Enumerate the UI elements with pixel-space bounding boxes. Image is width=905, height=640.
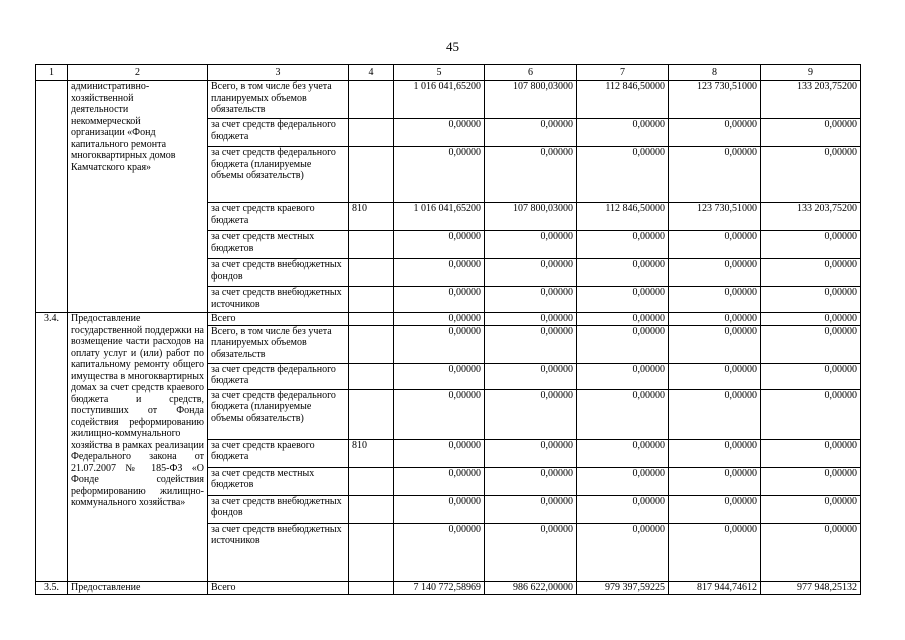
funding-source: Всего, в том числе без учета планируемых объемов обязательств bbox=[208, 81, 349, 119]
value-year: 0,00000 bbox=[485, 523, 577, 581]
column-header: 5 bbox=[394, 65, 485, 81]
funding-source: Всего, в том числе без учета планируемых объемов обязательств bbox=[208, 325, 349, 363]
value-year: 0,00000 bbox=[761, 259, 861, 287]
item-description bbox=[68, 81, 208, 313]
budget-code bbox=[349, 581, 394, 594]
value-year: 0,00000 bbox=[669, 467, 761, 495]
value-year: 0,00000 bbox=[761, 147, 861, 203]
budget-code bbox=[349, 147, 394, 203]
value-total: 1 016 041,65200 bbox=[394, 81, 485, 119]
funding-source: за счет средств краевого бюджета bbox=[208, 439, 349, 467]
value-total: 0,00000 bbox=[394, 363, 485, 389]
funding-source: за счет средств федерального бюджета (планируемые объемы обязательств) bbox=[208, 389, 349, 439]
funding-source: за счет средств федерального бюджета (планируемые объемы обязательств) bbox=[208, 147, 349, 203]
value-year: 0,00000 bbox=[485, 231, 577, 259]
value-year: 0,00000 bbox=[485, 147, 577, 203]
value-total: 0,00000 bbox=[394, 389, 485, 439]
value-total: 0,00000 bbox=[394, 231, 485, 259]
value-year: 0,00000 bbox=[577, 119, 669, 147]
budget-code: 810 bbox=[349, 439, 394, 467]
budget-code bbox=[349, 119, 394, 147]
value-year: 977 948,25132 bbox=[761, 581, 861, 594]
item-number: 3.5. bbox=[36, 581, 68, 594]
column-header: 7 bbox=[577, 65, 669, 81]
value-year: 0,00000 bbox=[577, 313, 669, 326]
budget-code bbox=[349, 325, 394, 363]
budget-code bbox=[349, 467, 394, 495]
column-header: 3 bbox=[208, 65, 349, 81]
value-year: 0,00000 bbox=[761, 325, 861, 363]
value-year: 0,00000 bbox=[485, 363, 577, 389]
value-year: 133 203,75200 bbox=[761, 81, 861, 119]
funding-source: Всего bbox=[208, 313, 349, 326]
budget-code bbox=[349, 313, 394, 326]
funding-source: за счет средств краевого бюджета bbox=[208, 203, 349, 231]
value-year: 112 846,50000 bbox=[577, 81, 669, 119]
budget-code bbox=[349, 231, 394, 259]
budget-table bbox=[35, 64, 861, 595]
value-year: 0,00000 bbox=[577, 439, 669, 467]
budget-code bbox=[349, 495, 394, 523]
value-year: 0,00000 bbox=[669, 439, 761, 467]
funding-source: за счет средств местных бюджетов bbox=[208, 231, 349, 259]
budget-code bbox=[349, 389, 394, 439]
value-year: 0,00000 bbox=[669, 147, 761, 203]
budget-code: 810 bbox=[349, 203, 394, 231]
value-year: 0,00000 bbox=[577, 467, 669, 495]
value-year: 0,00000 bbox=[761, 467, 861, 495]
funding-source: за счет средств внебюджетных фондов bbox=[208, 495, 349, 523]
value-year: 0,00000 bbox=[669, 231, 761, 259]
value-year: 986 622,00000 bbox=[485, 581, 577, 594]
funding-source: Всего bbox=[208, 581, 349, 594]
funding-source: за счет средств федерального бюджета bbox=[208, 363, 349, 389]
value-year: 123 730,51000 bbox=[669, 81, 761, 119]
header-row bbox=[36, 65, 861, 81]
value-year: 0,00000 bbox=[669, 389, 761, 439]
item-description bbox=[68, 313, 208, 582]
value-year: 0,00000 bbox=[761, 119, 861, 147]
value-year: 0,00000 bbox=[577, 147, 669, 203]
page-number: 45 bbox=[446, 39, 459, 54]
value-total: 0,00000 bbox=[394, 439, 485, 467]
value-year: 0,00000 bbox=[577, 287, 669, 313]
value-year: 0,00000 bbox=[485, 389, 577, 439]
value-total: 0,00000 bbox=[394, 147, 485, 203]
value-year: 123 730,51000 bbox=[669, 203, 761, 231]
funding-source: за счет средств внебюджетных фондов bbox=[208, 259, 349, 287]
value-year: 0,00000 bbox=[761, 523, 861, 581]
value-year: 107 800,03000 bbox=[485, 81, 577, 119]
value-year: 133 203,75200 bbox=[761, 203, 861, 231]
value-year: 0,00000 bbox=[577, 495, 669, 523]
value-year: 0,00000 bbox=[761, 363, 861, 389]
value-total: 0,00000 bbox=[394, 467, 485, 495]
value-year: 0,00000 bbox=[761, 495, 861, 523]
value-year: 0,00000 bbox=[761, 287, 861, 313]
value-year: 0,00000 bbox=[669, 325, 761, 363]
value-year: 0,00000 bbox=[485, 287, 577, 313]
value-year: 0,00000 bbox=[761, 439, 861, 467]
column-header: 1 bbox=[36, 65, 68, 81]
funding-source: за счет средств местных бюджетов bbox=[208, 467, 349, 495]
value-total: 0,00000 bbox=[394, 523, 485, 581]
value-year: 0,00000 bbox=[761, 231, 861, 259]
value-year: 0,00000 bbox=[669, 363, 761, 389]
value-year: 0,00000 bbox=[485, 495, 577, 523]
value-year: 0,00000 bbox=[669, 287, 761, 313]
item-number bbox=[36, 81, 68, 313]
value-year: 0,00000 bbox=[669, 495, 761, 523]
column-header: 4 bbox=[349, 65, 394, 81]
value-year: 0,00000 bbox=[485, 313, 577, 326]
value-year: 0,00000 bbox=[577, 231, 669, 259]
item-number: 3.4. bbox=[36, 313, 68, 582]
column-header: 8 bbox=[669, 65, 761, 81]
table-row bbox=[36, 81, 861, 119]
budget-code bbox=[349, 287, 394, 313]
budget-code bbox=[349, 259, 394, 287]
value-year: 979 397,59225 bbox=[577, 581, 669, 594]
funding-source: за счет средств внебюджетных источников bbox=[208, 287, 349, 313]
value-year: 107 800,03000 bbox=[485, 203, 577, 231]
item-description-text: Предоставление bbox=[71, 581, 141, 593]
value-year: 0,00000 bbox=[485, 325, 577, 363]
value-year: 0,00000 bbox=[485, 119, 577, 147]
value-year: 0,00000 bbox=[669, 523, 761, 581]
value-year: 0,00000 bbox=[669, 313, 761, 326]
value-total: 0,00000 bbox=[394, 119, 485, 147]
value-total: 0,00000 bbox=[394, 259, 485, 287]
value-year: 0,00000 bbox=[577, 389, 669, 439]
column-header: 6 bbox=[485, 65, 577, 81]
funding-source: за счет средств внебюджетных источников bbox=[208, 523, 349, 581]
item-description-text: Предоставление государственной поддержки на возмещение части расходов на оплату услуг и (или) работ по капитальному ремонту общего имущества в многоквартирных домах за счет средств краевого бюджета и средств, поступивших от Фонда содействия реформированию жилищно-коммунального хозяйства в рамках реализации Федерального закона от 21.07.2007 № 185-ФЗ «О Фонде содействия реформированию жилищно-коммунального хозяйства» bbox=[71, 313, 204, 508]
value-total: 0,00000 bbox=[394, 287, 485, 313]
budget-code bbox=[349, 363, 394, 389]
value-year: 0,00000 bbox=[577, 523, 669, 581]
value-year: 0,00000 bbox=[669, 119, 761, 147]
budget-code bbox=[349, 523, 394, 581]
value-year: 0,00000 bbox=[761, 389, 861, 439]
budget-code bbox=[349, 81, 394, 119]
value-year: 0,00000 bbox=[577, 325, 669, 363]
value-total: 1 016 041,65200 bbox=[394, 203, 485, 231]
value-year: 112 846,50000 bbox=[577, 203, 669, 231]
value-year: 0,00000 bbox=[485, 467, 577, 495]
table-row bbox=[36, 313, 861, 326]
table-row bbox=[36, 581, 861, 594]
value-year: 0,00000 bbox=[761, 313, 861, 326]
value-total: 7 140 772,58969 bbox=[394, 581, 485, 594]
item-description bbox=[68, 581, 208, 594]
value-total: 0,00000 bbox=[394, 325, 485, 363]
value-year: 0,00000 bbox=[577, 259, 669, 287]
value-total: 0,00000 bbox=[394, 495, 485, 523]
item-description-text: административно- хозяйственной деятельности некоммерческой организации «Фонд капитального ремонта многоквартирных домов Камчатского края» bbox=[71, 81, 176, 173]
value-year: 817 944,74612 bbox=[669, 581, 761, 594]
funding-source: за счет средств федерального бюджета bbox=[208, 119, 349, 147]
value-year: 0,00000 bbox=[577, 363, 669, 389]
value-year: 0,00000 bbox=[485, 259, 577, 287]
column-header: 9 bbox=[761, 65, 861, 81]
value-total: 0,00000 bbox=[394, 313, 485, 326]
value-year: 0,00000 bbox=[485, 439, 577, 467]
column-header: 2 bbox=[68, 65, 208, 81]
value-year: 0,00000 bbox=[669, 259, 761, 287]
